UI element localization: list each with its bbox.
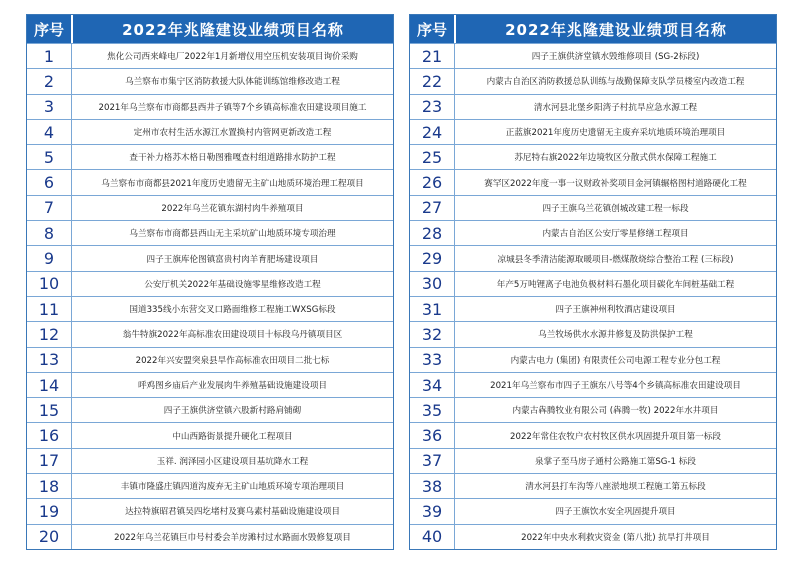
row-project-name: 四子王旗饮水安全巩固提升项目: [555, 507, 676, 518]
table-row: [27, 498, 393, 523]
row-serial-number: 5: [27, 145, 72, 169]
row-project-name: 公安厅机关2022年基础设施零星维修改造工程: [144, 279, 321, 290]
row-project-name: 凉城县冬季清洁能源取暖项目-燃煤散烧综合整治工程 (三标段): [497, 254, 734, 265]
row-serial-number: 34: [410, 373, 455, 397]
table-row: [410, 68, 776, 93]
row-serial-number: 2: [27, 69, 72, 93]
row-project-name: 乌兰察布市商都县2021年度历史遗留无主矿山地质环境治理工程项目: [101, 178, 364, 189]
row-serial-number: 4: [27, 120, 72, 144]
row-project-name: 四子王旗神州利牧酒店建设项目: [555, 305, 676, 316]
row-serial-number: 16: [27, 423, 72, 447]
table-row: [410, 144, 776, 169]
row-serial-number: 12: [27, 322, 72, 346]
row-project-name: 四子王旗乌兰花镇创城改建工程一标段: [542, 203, 689, 214]
header-project-name: 2022年兆隆建设业绩项目名称: [122, 20, 344, 39]
row-project-name: 内蒙古电力 (集团) 有限责任公司电源工程专业分包工程: [510, 355, 721, 366]
table-row: [410, 43, 776, 68]
row-serial-number: 11: [27, 297, 72, 321]
row-serial-number: 13: [27, 348, 72, 372]
table-row: [410, 397, 776, 422]
table-row: [27, 68, 393, 93]
row-serial-number: 30: [410, 272, 455, 296]
table-row: [410, 296, 776, 321]
row-project-name: 翁牛特旗2022年高标准农田建设项目十标段乌丹镇项目区: [122, 330, 343, 341]
right-table: [409, 14, 777, 550]
row-serial-number: 36: [410, 423, 455, 447]
row-serial-number: 27: [410, 196, 455, 220]
table-row: [27, 347, 393, 372]
row-serial-number: 40: [410, 525, 455, 549]
table-row: [410, 245, 776, 270]
left-table: [26, 14, 394, 550]
row-project-name: 查干补力格苏木格日勒图雅嘎查村组道路排水防护工程: [129, 153, 336, 164]
row-serial-number: 31: [410, 297, 455, 321]
row-project-name: 清水河县打车沟等八座淤地坝工程施工第五标段: [525, 482, 706, 493]
table-row: [27, 372, 393, 397]
table-row: [27, 296, 393, 321]
row-project-name: 四子王旗库伦图镇富贵村肉羊育肥场建设项目: [146, 254, 319, 265]
row-serial-number: 18: [27, 474, 72, 498]
table-row: [27, 321, 393, 346]
table-row: [27, 119, 393, 144]
table-row: [410, 347, 776, 372]
table-row: [27, 245, 393, 270]
right-table-header: [410, 15, 776, 43]
row-serial-number: 7: [27, 196, 72, 220]
row-serial-number: 19: [27, 499, 72, 523]
header-project-name: 2022年兆隆建设业绩项目名称: [505, 20, 727, 39]
row-project-name: 乌兰牧场供水水源井修复及防洪保护工程: [538, 330, 693, 341]
row-serial-number: 25: [410, 145, 455, 169]
table-row: [27, 271, 393, 296]
row-project-name: 2022年乌兰花镇东湖村肉牛养殖项目: [161, 203, 304, 214]
row-project-name: 内蒙古自治区公安厅零星修缮工程项目: [542, 229, 689, 240]
row-serial-number: 35: [410, 398, 455, 422]
table-row: [27, 169, 393, 194]
row-project-name: 丰镇市隆盛庄镇四道沟废弃无主矿山地质环境专项治理项目: [120, 482, 345, 493]
row-project-name: 清水河县北堡乡阳湾子村抗旱应急水源工程: [533, 102, 698, 113]
row-project-name: 2022年乌兰花镇巨巾号村委会羊房滩村过水路面水毁修复项目: [114, 532, 351, 543]
row-project-name: 内蒙古自治区消防救援总队训练与战勤保障支队学员楼室内改造工程: [486, 77, 745, 88]
table-row: [410, 473, 776, 498]
row-serial-number: 21: [410, 44, 455, 68]
right-table-body: [410, 43, 776, 549]
row-serial-number: 20: [27, 525, 72, 549]
row-project-name: 年产5万吨锂离子电池负极材料石墨化项目碳化车间桩基础工程: [496, 279, 735, 290]
row-project-name: 四子王旗供济堂镇六股新村路肩铺砌: [163, 406, 302, 417]
row-project-name: 2022年常住农牧户农村牧区供水巩固提升项目第一标段: [510, 431, 721, 442]
left-table-header: [27, 15, 393, 43]
table-row: [27, 448, 393, 473]
table-row: [27, 144, 393, 169]
row-serial-number: 37: [410, 449, 455, 473]
row-project-name: 内蒙古犇腾牧业有限公司 (犇腾一牧) 2022年水井项目: [512, 406, 719, 417]
table-row: [27, 397, 393, 422]
table-row: [27, 220, 393, 245]
row-project-name: 2022年兴安盟突泉县旱作高标准农田项目二批七标: [135, 355, 330, 366]
table-row: [410, 94, 776, 119]
row-serial-number: 15: [27, 398, 72, 422]
row-project-name: 苏尼特右旗2022年边境牧区分散式供水保障工程施工: [514, 153, 717, 164]
row-project-name: 2021年乌兰察布市四子王旗东八号等4个乡镇高标准农田建设项目: [490, 381, 741, 391]
row-serial-number: 22: [410, 69, 455, 93]
row-serial-number: 17: [27, 449, 72, 473]
row-serial-number: 3: [27, 95, 72, 119]
table-row: [410, 321, 776, 346]
row-serial-number: 32: [410, 322, 455, 346]
row-project-name: 玉祥. 润泽园小区建设项目基坑降水工程: [156, 456, 309, 467]
row-project-name: 赛罕区2022年度一事一议财政补奖项目金河镇辗格图村道路硬化工程: [484, 178, 747, 189]
row-project-name: 乌兰察布市集宁区消防救援大队体能训练馆维修改造工程: [125, 77, 340, 88]
table-row: [27, 94, 393, 119]
table-row: [410, 524, 776, 549]
table-row: [27, 43, 393, 68]
header-serial-number: 序号: [27, 15, 73, 43]
row-project-name: 2022年中央水利救灾资金 (第八批) 抗旱打井项目: [521, 532, 710, 543]
row-project-name: 泉掌子至马房子通村公路施工第SG-1 标段: [535, 456, 696, 467]
row-serial-number: 24: [410, 120, 455, 144]
row-project-name: 2021年乌兰察布市商都县西井子镇等7个乡镇高标准农田建设项目施工: [98, 102, 367, 113]
row-serial-number: 6: [27, 170, 72, 194]
row-serial-number: 23: [410, 95, 455, 119]
table-row: [410, 372, 776, 397]
row-project-name: 国道335线小东营交叉口路面维修工程施工WXSG标段: [129, 305, 336, 316]
table-row: [410, 195, 776, 220]
table-row: [27, 524, 393, 549]
row-serial-number: 9: [27, 246, 72, 270]
row-project-name: 定州市农村生活水源江水置换村内管网更新改造工程: [133, 128, 332, 139]
row-project-name: 正蓝旗2021年度历史遗留无主废弃采坑地质环境治理项目: [505, 128, 726, 139]
row-project-name: 乌兰察布市商都县西山无主采坑矿山地质环境专项治理: [129, 229, 336, 240]
row-serial-number: 1: [27, 44, 72, 68]
table-row: [27, 422, 393, 447]
row-serial-number: 8: [27, 221, 72, 245]
row-serial-number: 29: [410, 246, 455, 270]
table-row: [410, 271, 776, 296]
row-project-name: 达拉特旗昭君镇吴四圪堵村及赛乌素村基础设施建设项目: [125, 507, 340, 518]
row-serial-number: 28: [410, 221, 455, 245]
row-project-name: 呼鸡图乡庙后产业发展肉牛养殖基础设施建设项目: [137, 381, 328, 391]
row-serial-number: 33: [410, 348, 455, 372]
left-table-body: [27, 43, 393, 549]
header-serial-number: 序号: [410, 15, 456, 43]
row-serial-number: 38: [410, 474, 455, 498]
table-row: [410, 220, 776, 245]
row-serial-number: 10: [27, 272, 72, 296]
row-serial-number: 26: [410, 170, 455, 194]
table-row: [27, 473, 393, 498]
table-row: [410, 169, 776, 194]
table-row: [410, 119, 776, 144]
row-project-name: 中山西路街景提升硬化工程项目: [172, 431, 293, 442]
table-row: [27, 195, 393, 220]
table-row: [410, 498, 776, 523]
row-serial-number: 14: [27, 373, 72, 397]
row-project-name: 四子王旗供济堂镇水毁维修项目 (SG-2标段): [531, 52, 700, 63]
row-serial-number: 39: [410, 499, 455, 523]
table-row: [410, 422, 776, 447]
row-project-name: 焦化公司西来峰电厂2022年1月新增仪用空压机安装项目询价采购: [107, 52, 358, 63]
table-row: [410, 448, 776, 473]
